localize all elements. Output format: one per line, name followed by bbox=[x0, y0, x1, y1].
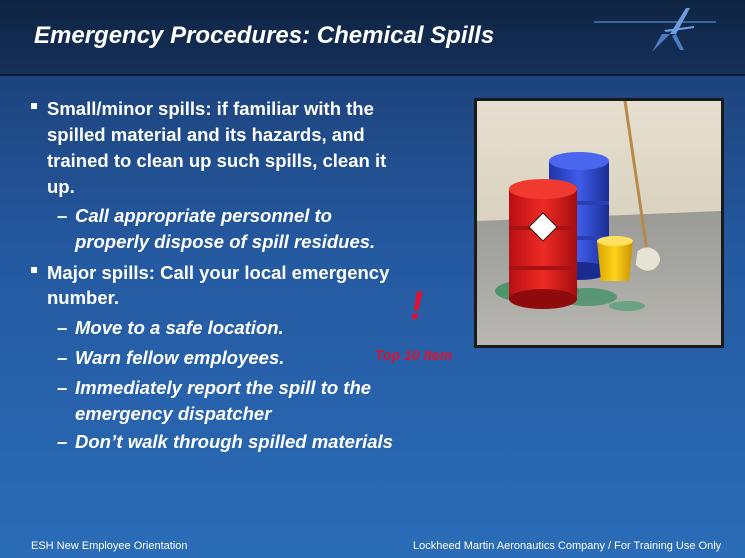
footer-left-text: ESH New Employee Orientation bbox=[31, 540, 188, 552]
photo-frame bbox=[474, 98, 724, 348]
subitem-dash: – bbox=[57, 377, 68, 398]
chemical-drums-spill-illustration bbox=[477, 101, 721, 345]
bullet-1-line-3: trained to clean up such spills, clean it bbox=[47, 150, 387, 171]
bullet-2-line-2: number. bbox=[47, 287, 119, 308]
bullet-1-line-4: up. bbox=[47, 176, 75, 197]
subitem-1-1-line-1: Call appropriate personnel to bbox=[75, 205, 332, 226]
subitem-2-4: Don’t walk through spilled materials bbox=[75, 431, 393, 452]
bullet-marker bbox=[31, 103, 37, 109]
subitem-dash: – bbox=[57, 347, 68, 368]
bullet-1-line-1: Small/minor spills: if familiar with the bbox=[47, 98, 374, 119]
subitem-2-3-line-2: emergency dispatcher bbox=[75, 403, 272, 424]
subitem-dash: – bbox=[57, 205, 68, 226]
bullet-marker bbox=[31, 267, 37, 273]
slide-title: Emergency Procedures: Chemical Spills bbox=[34, 22, 495, 49]
top-10-label: Top 10 Item bbox=[375, 347, 453, 363]
exclamation-mark: ! bbox=[410, 284, 424, 328]
bullet-1-line-2: spilled material and its hazards, and bbox=[47, 124, 365, 145]
subitem-2-1: Move to a safe location. bbox=[75, 317, 284, 338]
subitem-dash: – bbox=[57, 317, 68, 338]
subitem-dash: – bbox=[57, 431, 68, 452]
footer-right-text: Lockheed Martin Aeronautics Company / For Training Use Only bbox=[413, 540, 722, 552]
subitem-2-3-line-1: Immediately report the spill to the bbox=[75, 377, 372, 398]
subitem-1-1-line-2: properly dispose of spill residues. bbox=[75, 231, 376, 252]
bullet-2-line-1: Major spills: Call your local emergency bbox=[47, 262, 390, 283]
subitem-2-2: Warn fellow employees. bbox=[75, 347, 285, 368]
